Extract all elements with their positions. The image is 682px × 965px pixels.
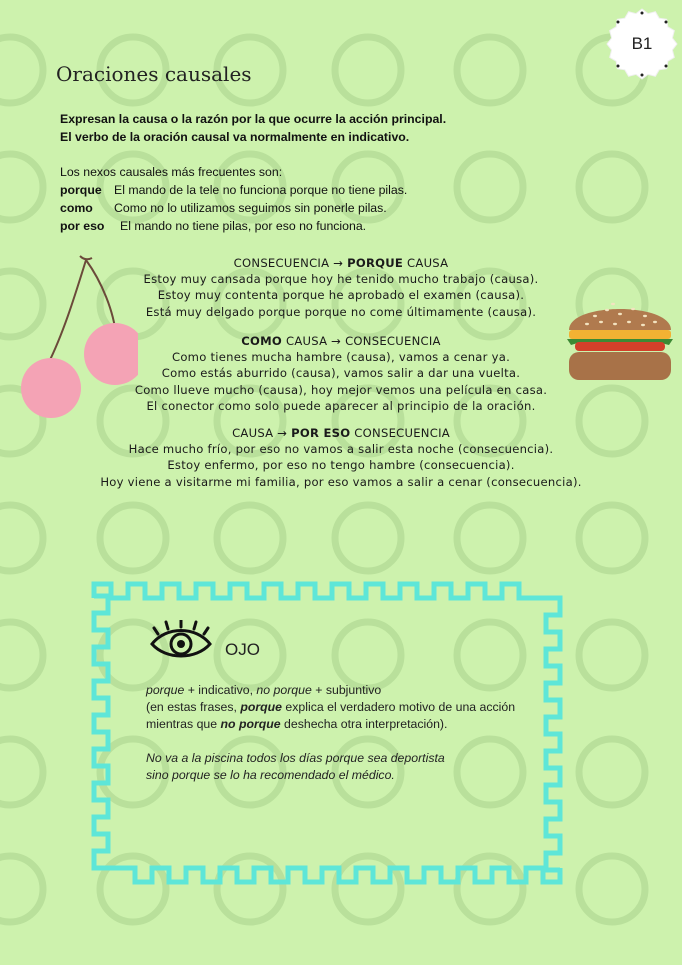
- heading-part: CONSECUENCIA →: [233, 256, 348, 270]
- background-circle: [0, 622, 43, 688]
- example-line: Hoy viene a visitarme mi familia, por eso vamos a salir a cenar (consecuencia).: [100, 474, 582, 489]
- block-heading: [60, 333, 622, 349]
- level-badge: B1: [631, 34, 653, 53]
- background-circle: [457, 154, 523, 220]
- intro-line: El verbo de la oración causal va normalmente en indicativo.: [60, 130, 410, 144]
- explanation-part: mientras que: [146, 717, 221, 731]
- heading-connector: POR ESO: [291, 426, 351, 440]
- ojo-note: [146, 682, 515, 784]
- nexos-list: [60, 163, 407, 235]
- background-circle: [457, 505, 523, 571]
- explanation-keyword: no porque: [220, 717, 281, 731]
- block-heading: [60, 425, 622, 441]
- ojo-rule: [146, 682, 515, 699]
- background-circle: [0, 505, 43, 571]
- heading-connector: PORQUE: [347, 256, 404, 270]
- background-circle: [0, 154, 43, 220]
- ojo-label: OJO: [225, 640, 260, 659]
- nexo-row: [60, 217, 407, 235]
- cherries-illustration: [18, 252, 138, 424]
- background-circle: [579, 505, 645, 571]
- explanation-keyword: porque: [240, 700, 282, 714]
- nexo-term: por eso: [60, 219, 105, 233]
- ojo-example: [146, 750, 515, 767]
- rule-part: porque: [146, 683, 185, 697]
- example-line: Estoy muy cansada porque hoy he tenido mucho trabajo (causa).: [143, 272, 539, 287]
- background-circle: [0, 739, 43, 805]
- block-heading: [60, 255, 622, 271]
- example-line: Está muy delgado porque porque no come últimamente (causa).: [145, 304, 537, 319]
- nexo-example: El mando no tiene pilas, por eso no funciona.: [120, 219, 367, 233]
- background-circle: [217, 505, 283, 571]
- background-circle: [579, 739, 645, 805]
- ojo-explanation: [146, 699, 515, 716]
- como-block: [60, 333, 622, 414]
- background-circle: [457, 37, 523, 103]
- rule-part: no porque: [256, 683, 312, 697]
- ojo-example: [146, 767, 515, 784]
- heading-part: CAUSA → CONSECUENCIA: [282, 334, 441, 348]
- nexo-term: porque: [60, 183, 102, 197]
- background-circle: [579, 622, 645, 688]
- ojo-explanation: [146, 716, 515, 733]
- example-line: sino porque se lo ha recomendado el médico.: [146, 768, 395, 782]
- example-line: No va a la piscina todos los días porque sea deportista: [146, 751, 445, 765]
- spacer: [146, 733, 515, 750]
- rule-part: + subjuntivo: [311, 683, 382, 697]
- example-line: Hace mucho frío, por eso no vamos a salir esta noche (consecuencia).: [128, 442, 554, 457]
- intro-text: [60, 110, 446, 146]
- nexo-row: [60, 199, 407, 217]
- nexo-example: Como no lo utilizamos seguimos sin ponerle pilas.: [114, 201, 387, 215]
- background-circle: [579, 856, 645, 922]
- eye-icon: [148, 620, 214, 662]
- porque-block: [60, 255, 622, 320]
- background-circle: [100, 505, 166, 571]
- rule-part: + indicativo,: [184, 683, 257, 697]
- example-line: Como llueve mucho (causa), hoy mejor vemos una película en casa.: [134, 382, 548, 397]
- por-eso-block: [60, 425, 622, 490]
- nexo-row: [60, 181, 407, 199]
- nexo-example: El mando de la tele no funciona porque no tiene pilas.: [114, 183, 408, 197]
- explanation-part: explica el verdadero motivo de una acción: [282, 700, 516, 714]
- background-circle: [0, 856, 43, 922]
- nexos-heading: Los nexos causales más frecuentes son:: [60, 165, 283, 179]
- page-title: Oraciones causales: [56, 62, 252, 86]
- background-circle: [579, 154, 645, 220]
- heading-part: CONSECUENCIA: [350, 426, 450, 440]
- background-circle: [0, 37, 43, 103]
- example-line: El conector como solo puede aparecer al principio de la oración.: [146, 398, 536, 413]
- example-line: Estoy muy contenta porque he aprobado el examen (causa).: [157, 288, 525, 303]
- example-line: Estoy enfermo, por eso no tengo hambre (consecuencia).: [167, 458, 515, 473]
- example-line: Como tienes mucha hambre (causa), vamos a cenar ya.: [171, 350, 511, 365]
- hamburger-illustration: [565, 292, 675, 384]
- explanation-part: deshecha otra interpretación).: [280, 717, 448, 731]
- heading-connector: COMO: [241, 334, 283, 348]
- heading-part: CAUSA →: [232, 426, 292, 440]
- heading-part: CAUSA: [403, 256, 449, 270]
- background-circle: [335, 505, 401, 571]
- nexo-term: como: [60, 201, 93, 215]
- example-line: Como estás aburrido (causa), vamos salir a dar una vuelta.: [161, 366, 521, 381]
- intro-line: Expresan la causa o la razón por la que ocurre la acción principal.: [60, 112, 447, 126]
- background-circle: [335, 37, 401, 103]
- explanation-part: (en estas frases,: [146, 700, 241, 714]
